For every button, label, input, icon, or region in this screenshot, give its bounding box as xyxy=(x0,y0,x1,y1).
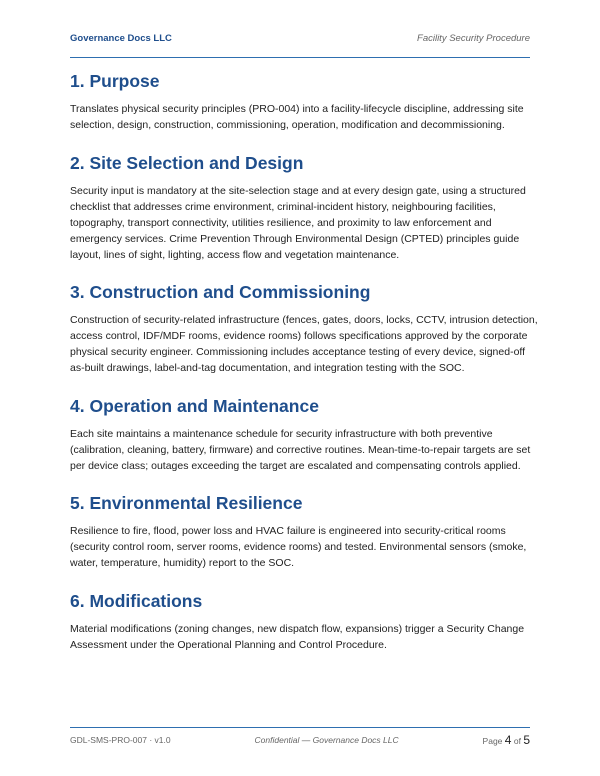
document-id: GDL-SMS-PRO-007 · v1.0 xyxy=(70,735,171,745)
document-title: Facility Security Procedure xyxy=(417,33,530,44)
document-body xyxy=(70,66,538,653)
section-heading: 3. Construction and Commissioning xyxy=(70,282,371,302)
page-header xyxy=(70,33,530,58)
section-paragraph: Each site maintains a maintenance schedule for security infrastructure with both preventive (calibration, cleaning, battery, firmware) and corrective routines. Mean-time-to-repair targets are set per device class; outages exceeding the target are escalated and compensating controls applied. xyxy=(70,428,531,472)
section-modifications xyxy=(70,589,538,653)
section-paragraph: Material modifications (zoning changes, new dispatch flow, expansions) trigger a Security Change Assessment under the Operational Planning and Control Procedure. xyxy=(70,623,525,651)
section-heading: 6. Modifications xyxy=(70,591,203,611)
page-of: of xyxy=(513,736,521,746)
section-resilience xyxy=(70,491,538,571)
page-current: 4 xyxy=(504,733,512,747)
section-paragraph: Resilience to fire, flood, power loss and HVAC failure is engineered into security-critical rooms (security control room, server rooms, evidence rooms) and tested. Environmental sensors (smoke, water, temperature, humidity) report to the SOC. xyxy=(70,525,527,569)
section-heading: 5. Environmental Resilience xyxy=(70,493,303,513)
section-paragraph: Construction of security-related infrastructure (fences, gates, doors, locks, CCTV, intrusion detection, access control, IDF/MDF rooms, evidence rooms) follows specifications approved by the corporate physical security engineer. Commissioning includes acceptance testing of every device, signed-off as-built drawings, label-and-tag documentation, and integration testing with the SOC. xyxy=(70,314,538,374)
page-footer xyxy=(70,727,530,752)
section-paragraph: Security input is mandatory at the site-selection stage and at every design gate, using a structured checklist that addresses crime environment, criminal-incident history, neighbouring facilities, topography, transport connectivity, utilities resilience, and proximity to law enforcement and emergency services. Crime Prevention Through Environmental Design (CPTED) principles guide layout, lines of sight, lighting, access flow and vegetation maintenance. xyxy=(70,185,526,261)
page-label: Page xyxy=(482,736,503,746)
section-operation xyxy=(70,394,538,474)
section-heading: 1. Purpose xyxy=(70,71,160,91)
section-heading: 4. Operation and Maintenance xyxy=(70,396,319,416)
confidentiality-notice: Confidential — Governance Docs LLC xyxy=(254,735,399,745)
page-total: 5 xyxy=(523,733,530,747)
section-paragraph: Translates physical security principles (PRO-004) into a facility-lifecycle discipline, addressing site selection, design, construction, commissioning, operation, modification and decommissioning. xyxy=(70,103,524,131)
section-construction xyxy=(70,280,538,376)
section-site-selection xyxy=(70,151,538,263)
page-number xyxy=(483,733,530,747)
section-heading: 2. Site Selection and Design xyxy=(70,153,304,173)
company-name: Governance Docs LLC xyxy=(70,33,172,44)
section-purpose xyxy=(70,69,538,133)
